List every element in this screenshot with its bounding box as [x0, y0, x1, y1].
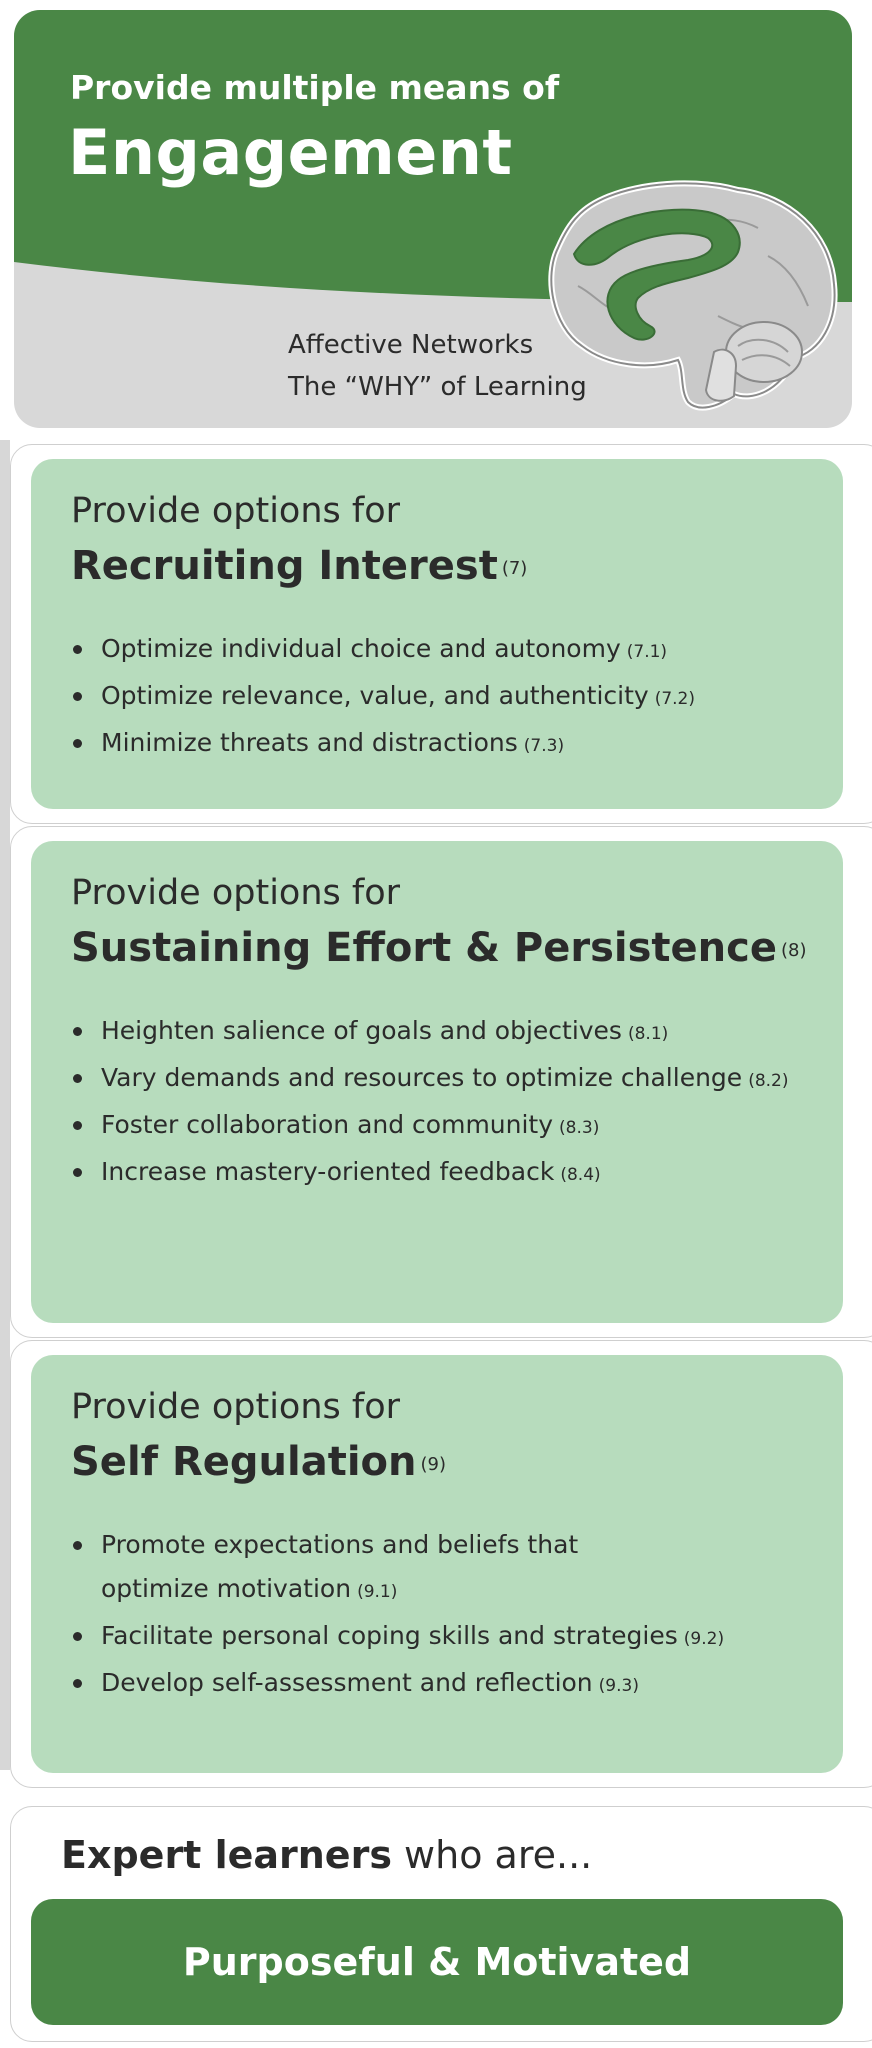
brain-icon — [538, 176, 848, 416]
list-item-number: (9.1) — [357, 1582, 398, 1602]
card-title-number: (8) — [781, 939, 807, 961]
left-edge-bar — [0, 440, 10, 1770]
list-item-number: (9.3) — [598, 1676, 639, 1696]
list-item-text-cont: optimize motivation — [101, 1574, 352, 1603]
list-item-text: Optimize relevance, value, and authenticity — [101, 681, 649, 710]
list-item-number: (7.1) — [626, 642, 668, 662]
card-title-number: (9) — [420, 1453, 447, 1475]
list-item-text: Facilitate personal coping skills and strategies — [101, 1621, 678, 1650]
card-title — [71, 925, 807, 971]
list-item — [71, 1661, 724, 1708]
card-title — [71, 1439, 446, 1485]
card-title — [71, 543, 527, 589]
subtitle-line-1: Affective Networks — [288, 330, 534, 360]
list-item-text: Optimize individual choice and autonomy — [101, 634, 621, 663]
list-item-text: Heighten salience of goals and objectives — [101, 1016, 622, 1045]
list-item-text: Develop self-assessment and reflection — [101, 1668, 593, 1697]
list-item-number: (8.4) — [560, 1165, 601, 1185]
list-item-text: Vary demands and resources to optimize challenge — [101, 1063, 743, 1092]
section-recruiting-interest — [10, 444, 872, 824]
list-item — [71, 674, 695, 721]
card-pre-label: Provide options for — [71, 1387, 400, 1427]
expert-learners-bold: Expert learners — [61, 1833, 392, 1877]
card-title-number: (7) — [501, 557, 528, 579]
list-item-text: Increase mastery-oriented feedback — [101, 1157, 555, 1186]
list-item-text: Promote expectations and beliefs that — [101, 1530, 579, 1559]
list-item-text-line-2 — [101, 1567, 724, 1614]
list-item — [71, 1056, 789, 1103]
list-item — [71, 627, 695, 674]
section-self-regulation — [10, 1340, 872, 1788]
header-small-title: Provide multiple means of — [70, 68, 560, 107]
subtitle-line-2: The “WHY” of Learning — [288, 372, 587, 402]
header-big-title: Engagement — [68, 116, 513, 189]
expert-learners-rest: who are... — [404, 1833, 593, 1877]
list-item — [71, 1103, 789, 1150]
list-item-text: Minimize threats and distractions — [101, 728, 518, 757]
engagement-header — [14, 10, 852, 428]
list-item — [71, 1009, 789, 1056]
section-sustaining-effort — [10, 826, 872, 1338]
expert-learners-heading — [61, 1833, 592, 1877]
list-item — [71, 721, 695, 768]
card-title-text: Recruiting Interest — [71, 543, 498, 589]
list-item-number: (8.1) — [627, 1024, 669, 1044]
bullet-list — [71, 1523, 724, 1708]
list-item-number: (8.3) — [559, 1118, 600, 1138]
list-item — [71, 1523, 724, 1614]
card-recruiting-interest — [31, 459, 843, 809]
list-item-number: (9.2) — [683, 1629, 725, 1649]
list-item-number: (7.3) — [523, 736, 565, 756]
list-item-number: (8.2) — [748, 1071, 789, 1091]
list-item — [71, 1614, 724, 1661]
list-item — [71, 1150, 789, 1197]
list-item-text: Foster collaboration and community — [101, 1110, 554, 1139]
card-pre-label: Provide options for — [71, 873, 400, 913]
card-title-text: Sustaining Effort & Persistence — [71, 925, 777, 971]
card-pre-label: Provide options for — [71, 491, 400, 531]
bullet-list — [71, 627, 695, 768]
expert-learners-box — [10, 1806, 872, 2042]
card-sustaining-effort — [31, 841, 843, 1323]
list-item-number: (7.2) — [654, 689, 696, 709]
card-title-text: Self Regulation — [71, 1439, 417, 1485]
outcome-banner: Purposeful & Motivated — [31, 1899, 843, 2025]
card-self-regulation — [31, 1355, 843, 1773]
bullet-list — [71, 1009, 789, 1197]
